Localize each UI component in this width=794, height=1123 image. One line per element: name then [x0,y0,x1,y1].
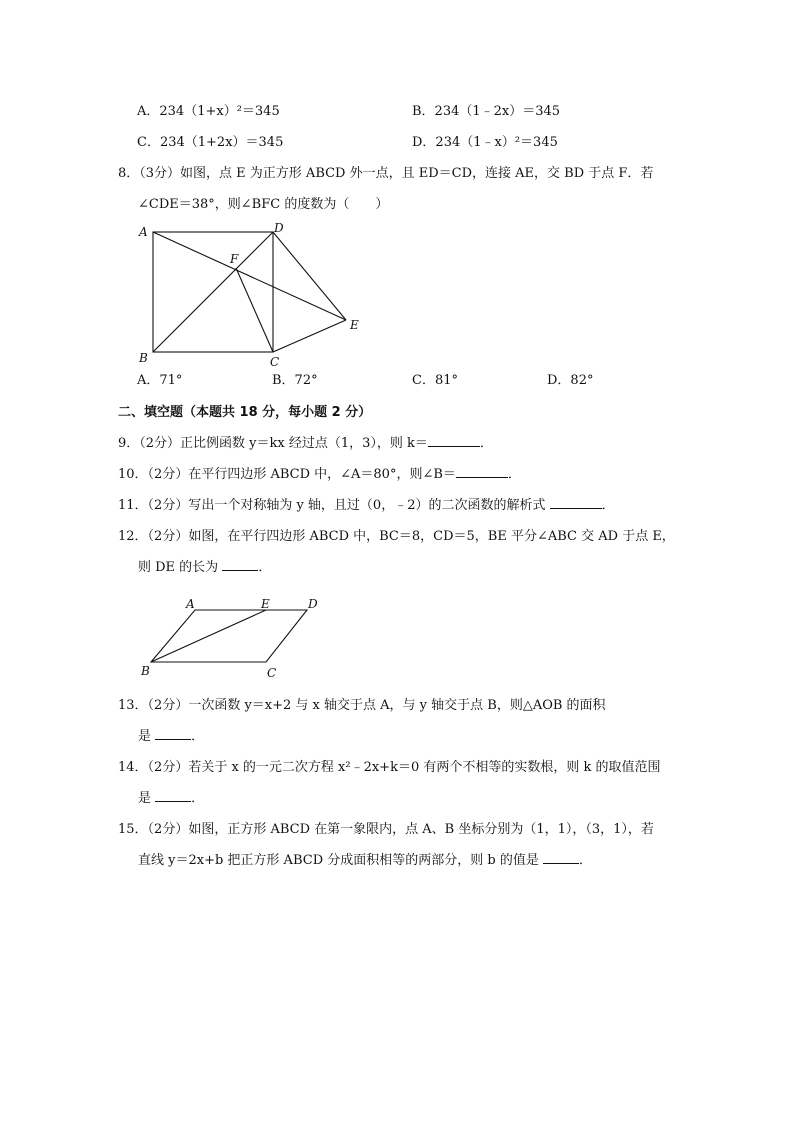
q10-text: 10．（2分）在平行四边形 ABCD 中，∠A＝80°，则∠B＝ [118,467,456,482]
q7-option-c: C．234（1+2x）＝345 [137,135,284,150]
q12-label-a: A [186,597,195,611]
q10-line [118,465,521,485]
q12-parallelogram [151,610,307,662]
q15-end: ． [578,853,592,868]
q12-label-d: D [308,597,318,611]
q10-end: ． [507,467,521,482]
q13-end: ． [191,729,205,744]
q11-line [118,496,615,516]
q7-option-d: D．234（1﹣x）²＝345 [412,135,558,150]
q7-option-a: A．234（1+x）²＝345 [137,104,280,119]
q8-label-a: A [139,225,148,239]
q12-answer-blank[interactable] [222,558,258,571]
q9-line [118,434,493,454]
q8-stem-line2: ∠CDE＝38°，则∠BFC 的度数为（ ） [138,197,389,212]
q15-stem-line2 [138,851,592,871]
q15-stem-line1: 15．（2分）如图，正方形 ABCD 在第一象限内，点 A、B 坐标分别为（1，1），（3，1），若 [118,822,654,837]
q8-square [153,232,273,352]
q12-label-e: E [261,597,270,611]
q12-text: 则 DE 的长为 [138,560,223,575]
q8-segment-de [273,232,346,320]
q8-stem-line1: 8．（3分）如图，点 E 为正方形 ABCD 外一点，且 ED＝CD，连接 AE，交 BD 于点 F．若 [118,166,654,181]
q14-stem-line2 [138,789,204,809]
q14-text: 是 [138,791,156,806]
q11-end: ． [601,498,615,513]
q14-answer-blank[interactable] [155,789,191,802]
q8-label-c: C [270,355,280,369]
q11-text: 11．（2分）写出一个对称轴为 y 轴，且过（0，﹣2）的二次函数的解析式 [118,498,550,513]
q7-option-b: B．234（1﹣2x）＝345 [412,104,561,119]
q12-end: ． [258,560,272,575]
q13-stem-line2 [138,727,204,747]
q8-segment-fc [236,268,273,352]
q15-answer-blank[interactable] [543,851,579,864]
q12-stem-line1: 12．（2分）如图，在平行四边形 ABCD 中，BC＝8，CD＝5，BE 平分∠ABC 交 AD 于点 E， [118,529,675,544]
q13-answer-blank[interactable] [155,727,191,740]
q12-label-c: C [267,666,277,680]
q8-label-d: D [274,221,284,235]
q8-option-a: A．71° [137,373,183,388]
q13-text: 是 [138,729,156,744]
q14-end: ． [191,791,205,806]
q10-answer-blank[interactable] [456,465,508,478]
q13-stem-line1: 13．（2分）一次函数 y＝x+2 与 x 轴交于点 A，与 y 轴交于点 B，则△AOB 的面积 [118,698,606,713]
q9-text: 9．（2分）正比例函数 y＝kx 经过点（1，3），则 k＝ [118,436,428,451]
q12-label-b: B [141,664,150,678]
q8-option-c: C．81° [412,373,458,388]
section-2-title: 二、填空题（本题共 18 分，每小题 2 分） [118,405,372,420]
q8-option-d: D．82° [547,373,594,388]
q8-option-b: B．72° [272,373,318,388]
q15-text: 直线 y＝2x+b 把正方形 ABCD 分成面积相等的两部分，则 b 的值是 [138,853,543,868]
q8-label-f: F [230,252,239,266]
q9-answer-blank[interactable] [428,434,480,447]
q8-label-e: E [350,318,359,332]
q14-stem-line1: 14．（2分）若关于 x 的一元二次方程 x²﹣2x+k＝0 有两个不相等的实数根，则 k 的取值范围 [118,760,661,775]
q8-diagonal-bd [153,232,273,352]
q8-segment-ae [153,232,346,320]
q12-segment-be [151,610,266,662]
q8-label-b: B [139,351,148,365]
q12-stem-line2 [138,558,271,578]
q11-answer-blank[interactable] [550,496,602,509]
q8-segment-ce [273,320,346,352]
q9-end: ． [479,436,493,451]
